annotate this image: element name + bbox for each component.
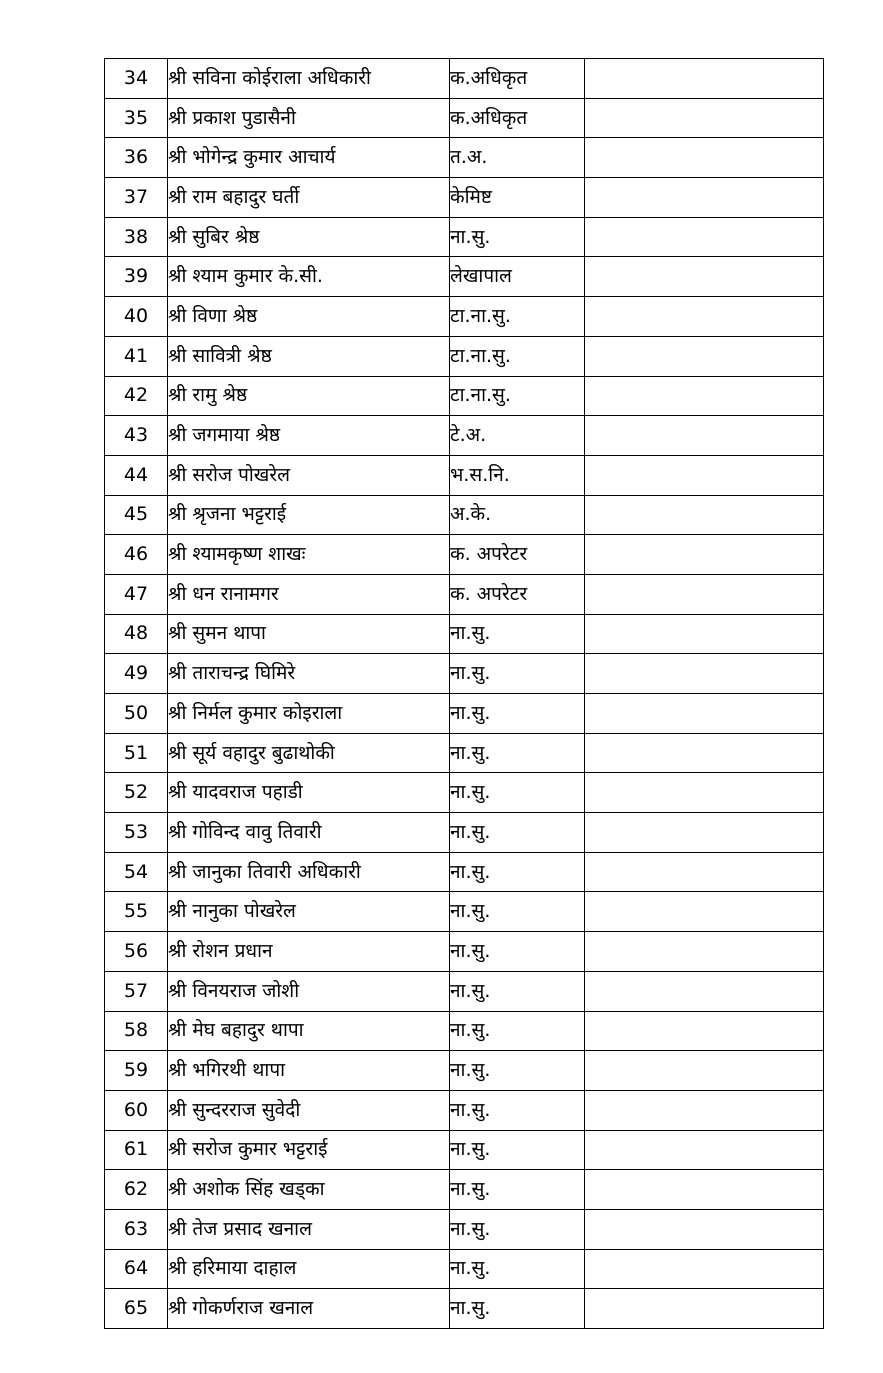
table-row — [105, 138, 824, 178]
remark-cell — [585, 733, 824, 773]
post-cell: टा.ना.सु. — [450, 297, 585, 337]
name-cell: श्री श्यामकृष्ण शाखः — [168, 535, 450, 575]
remark-cell — [585, 1289, 824, 1329]
serial-number-cell: 41 — [105, 336, 168, 376]
post-cell: क. अपरेटर — [450, 535, 585, 575]
serial-number-cell: 48 — [105, 614, 168, 654]
name-cell: श्री अशोक सिंह खड्का — [168, 1170, 450, 1210]
name-cell: श्री सुन्दरराज सुवेदी — [168, 1090, 450, 1130]
name-cell: श्री सावित्री श्रेष्ठ — [168, 336, 450, 376]
remark-cell — [585, 257, 824, 297]
remark-cell — [585, 1209, 824, 1249]
name-cell: श्री मेघ बहादुर थापा — [168, 1011, 450, 1051]
remark-cell — [585, 336, 824, 376]
name-cell: श्री सविना कोईराला अधिकारी — [168, 59, 450, 99]
name-cell: श्री विणा श्रेष्ठ — [168, 297, 450, 337]
remark-cell — [585, 495, 824, 535]
serial-number-cell: 52 — [105, 773, 168, 813]
name-cell: श्री विनयराज जोशी — [168, 971, 450, 1011]
name-cell: श्री सूर्य वहादुर बुढाथोकी — [168, 733, 450, 773]
staff-table-body — [105, 59, 824, 1329]
serial-number-cell: 40 — [105, 297, 168, 337]
name-cell: श्री यादवराज पहाडी — [168, 773, 450, 813]
remark-cell — [585, 138, 824, 178]
name-cell: श्री जानुका तिवारी अधिकारी — [168, 852, 450, 892]
serial-number-cell: 46 — [105, 535, 168, 575]
table-row — [105, 1011, 824, 1051]
name-cell: श्री प्रकाश पुडासैनी — [168, 98, 450, 138]
table-row — [105, 1090, 824, 1130]
name-cell: श्री गोविन्द वावु तिवारी — [168, 813, 450, 853]
remark-cell — [585, 1170, 824, 1210]
remark-cell — [585, 455, 824, 495]
serial-number-cell: 61 — [105, 1130, 168, 1170]
post-cell: ना.सु. — [450, 1011, 585, 1051]
post-cell: क. अपरेटर — [450, 574, 585, 614]
name-cell: श्री श्रृजना भट्टराई — [168, 495, 450, 535]
serial-number-cell: 45 — [105, 495, 168, 535]
remark-cell — [585, 654, 824, 694]
post-cell: लेखापाल — [450, 257, 585, 297]
post-cell: टा.ना.सु. — [450, 376, 585, 416]
post-cell: ना.सु. — [450, 1130, 585, 1170]
post-cell: ना.सु. — [450, 1249, 585, 1289]
table-row — [105, 416, 824, 456]
name-cell: श्री रोशन प्रधान — [168, 932, 450, 972]
post-cell: ना.सु. — [450, 892, 585, 932]
remark-cell — [585, 376, 824, 416]
table-row — [105, 694, 824, 734]
serial-number-cell: 47 — [105, 574, 168, 614]
name-cell: श्री सरोज पोखरेल — [168, 455, 450, 495]
name-cell: श्री जगमाया श्रेष्ठ — [168, 416, 450, 456]
table-row — [105, 336, 824, 376]
name-cell: श्री रामु श्रेष्ठ — [168, 376, 450, 416]
serial-number-cell: 63 — [105, 1209, 168, 1249]
serial-number-cell: 49 — [105, 654, 168, 694]
serial-number-cell: 56 — [105, 932, 168, 972]
remark-cell — [585, 1090, 824, 1130]
post-cell: ना.सु. — [450, 1051, 585, 1091]
post-cell: ना.सु. — [450, 971, 585, 1011]
remark-cell — [585, 59, 824, 99]
name-cell: श्री श्याम कुमार के.सी. — [168, 257, 450, 297]
table-row — [105, 1051, 824, 1091]
post-cell: क.अधिकृत — [450, 98, 585, 138]
name-cell: श्री ताराचन्द्र घिमिरे — [168, 654, 450, 694]
post-cell: केमिष्ट — [450, 178, 585, 218]
serial-number-cell: 43 — [105, 416, 168, 456]
name-cell: श्री गोकर्णराज खनाल — [168, 1289, 450, 1329]
name-cell: श्री राम बहादुर घर्ती — [168, 178, 450, 218]
post-cell: ना.सु. — [450, 1289, 585, 1329]
table-row — [105, 1289, 824, 1329]
table-row — [105, 257, 824, 297]
serial-number-cell: 53 — [105, 813, 168, 853]
name-cell: श्री निर्मल कुमार कोइराला — [168, 694, 450, 734]
remark-cell — [585, 416, 824, 456]
post-cell: ना.सु. — [450, 1090, 585, 1130]
serial-number-cell: 59 — [105, 1051, 168, 1091]
serial-number-cell: 34 — [105, 59, 168, 99]
table-row — [105, 1170, 824, 1210]
remark-cell — [585, 614, 824, 654]
table-row — [105, 813, 824, 853]
serial-number-cell: 62 — [105, 1170, 168, 1210]
table-row — [105, 495, 824, 535]
table-row — [105, 59, 824, 99]
remark-cell — [585, 535, 824, 575]
remark-cell — [585, 297, 824, 337]
table-row — [105, 614, 824, 654]
serial-number-cell: 37 — [105, 178, 168, 218]
remark-cell — [585, 971, 824, 1011]
table-row — [105, 574, 824, 614]
name-cell: श्री भोगेन्द्र कुमार आचार्य — [168, 138, 450, 178]
remark-cell — [585, 813, 824, 853]
remark-cell — [585, 574, 824, 614]
remark-cell — [585, 178, 824, 218]
name-cell: श्री सुमन थापा — [168, 614, 450, 654]
table-row — [105, 1130, 824, 1170]
post-cell: ना.सु. — [450, 852, 585, 892]
post-cell: ना.सु. — [450, 694, 585, 734]
remark-cell — [585, 98, 824, 138]
name-cell: श्री हरिमाया दाहाल — [168, 1249, 450, 1289]
table-row — [105, 971, 824, 1011]
remark-cell — [585, 1011, 824, 1051]
serial-number-cell: 60 — [105, 1090, 168, 1130]
remark-cell — [585, 1130, 824, 1170]
post-cell: ना.सु. — [450, 1209, 585, 1249]
serial-number-cell: 38 — [105, 217, 168, 257]
remark-cell — [585, 1249, 824, 1289]
serial-number-cell: 50 — [105, 694, 168, 734]
post-cell: क.अधिकृत — [450, 59, 585, 99]
table-row — [105, 217, 824, 257]
post-cell: ना.सु. — [450, 1170, 585, 1210]
table-row — [105, 297, 824, 337]
serial-number-cell: 58 — [105, 1011, 168, 1051]
post-cell: अ.के. — [450, 495, 585, 535]
post-cell: भ.स.नि. — [450, 455, 585, 495]
name-cell: श्री नानुका पोखरेल — [168, 892, 450, 932]
serial-number-cell: 42 — [105, 376, 168, 416]
name-cell: श्री सुबिर श्रेष्ठ — [168, 217, 450, 257]
remark-cell — [585, 892, 824, 932]
name-cell: श्री धन रानामगर — [168, 574, 450, 614]
post-cell: ना.सु. — [450, 217, 585, 257]
table-row — [105, 773, 824, 813]
serial-number-cell: 54 — [105, 852, 168, 892]
post-cell: त.अ. — [450, 138, 585, 178]
post-cell: टा.ना.सु. — [450, 336, 585, 376]
remark-cell — [585, 773, 824, 813]
name-cell: श्री तेज प्रसाद खनाल — [168, 1209, 450, 1249]
remark-cell — [585, 932, 824, 972]
serial-number-cell: 55 — [105, 892, 168, 932]
table-row — [105, 654, 824, 694]
post-cell: ना.सु. — [450, 614, 585, 654]
table-row — [105, 733, 824, 773]
post-cell: ना.सु. — [450, 932, 585, 972]
serial-number-cell: 64 — [105, 1249, 168, 1289]
table-row — [105, 455, 824, 495]
remark-cell — [585, 217, 824, 257]
post-cell: ना.सु. — [450, 654, 585, 694]
remark-cell — [585, 852, 824, 892]
table-row — [105, 1209, 824, 1249]
table-row — [105, 535, 824, 575]
table-row — [105, 98, 824, 138]
post-cell: ना.सु. — [450, 733, 585, 773]
name-cell: श्री भगिरथी थापा — [168, 1051, 450, 1091]
table-row — [105, 1249, 824, 1289]
serial-number-cell: 36 — [105, 138, 168, 178]
remark-cell — [585, 1051, 824, 1091]
name-cell: श्री सरोज कुमार भट्टराई — [168, 1130, 450, 1170]
post-cell: ना.सु. — [450, 813, 585, 853]
post-cell: टे.अ. — [450, 416, 585, 456]
table-row — [105, 376, 824, 416]
table-row — [105, 932, 824, 972]
table-row — [105, 892, 824, 932]
table-row — [105, 852, 824, 892]
serial-number-cell: 65 — [105, 1289, 168, 1329]
remark-cell — [585, 694, 824, 734]
serial-number-cell: 51 — [105, 733, 168, 773]
serial-number-cell: 57 — [105, 971, 168, 1011]
serial-number-cell: 44 — [105, 455, 168, 495]
post-cell: ना.सु. — [450, 773, 585, 813]
serial-number-cell: 35 — [105, 98, 168, 138]
serial-number-cell: 39 — [105, 257, 168, 297]
staff-table — [104, 58, 824, 1329]
table-row — [105, 178, 824, 218]
